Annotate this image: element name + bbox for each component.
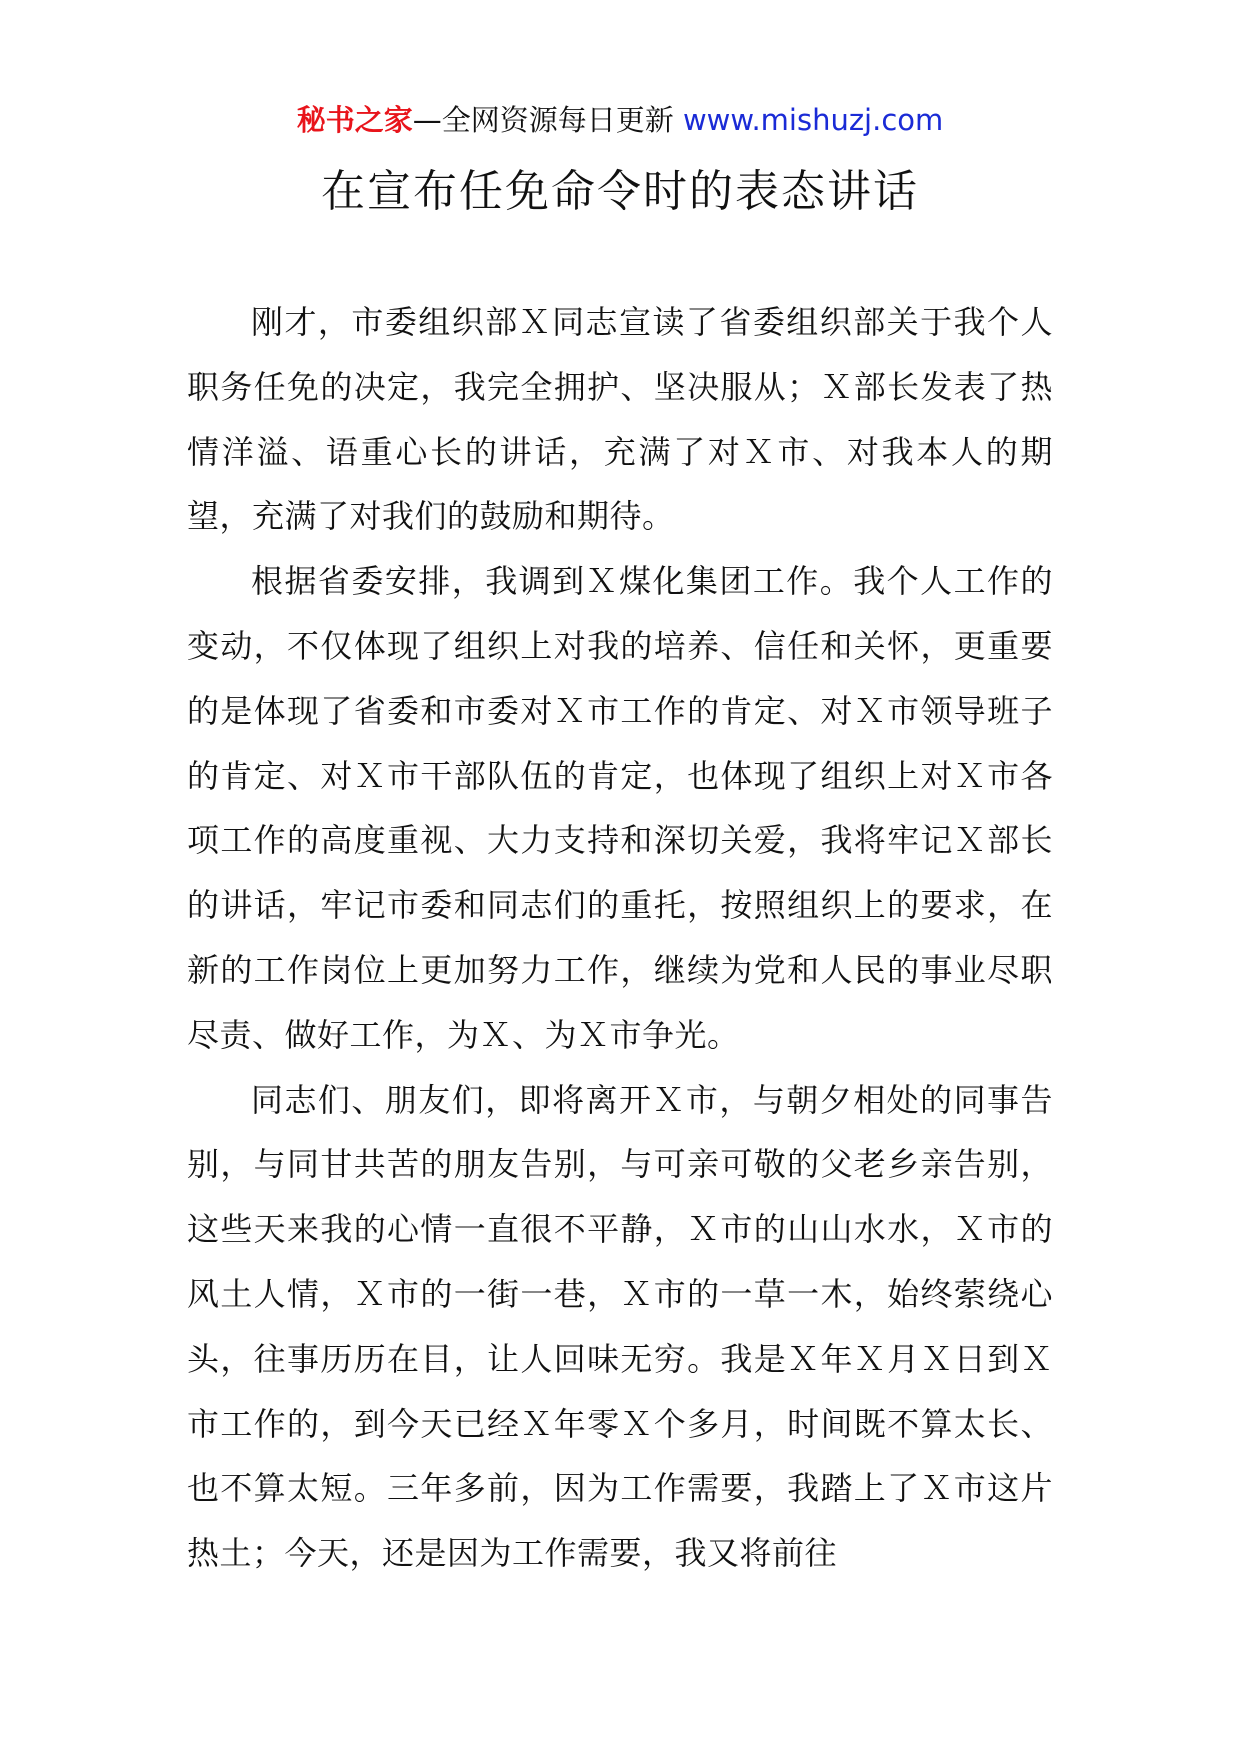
site-url-link[interactable]: www.mishuzj.com — [682, 103, 944, 137]
paragraph-2: 根据省委安排，我调到Ｘ煤化集团工作。我个人工作的变动，不仅体现了组织上对我的培养、信任和关怀，更重要的是体现了省委和市委对Ｘ市工作的肯定、对Ｘ市领导班子的肯定、对Ｘ市干部队伍的肯定，也体现了组织上对Ｘ市各项工作的高度重视、大力支持和深切关爱，我将牢记Ｘ部长的讲话，牢记市委和同志们的重托，按照组织上的要求，在新的工作岗位上更加努力工作，继续为党和人民的事业尽职尽责、做好工作，为Ｘ、为Ｘ市争光。 — [187, 562, 1053, 1054]
paragraph-1: 刚才，市委组织部Ｘ同志宣读了省委组织部关于我个人职务任免的决定，我完全拥护、坚决服从；Ｘ部长发表了热情洋溢、语重心长的讲话，充满了对Ｘ市、对我本人的期望，充满了对我们的鼓励和期待。 — [187, 303, 1053, 536]
paragraph-3: 同志们、朋友们，即将离开Ｘ市，与朝夕相处的同事告别，与同甘共苦的朋友告别，与可亲可敬的父老乡亲告别，这些天来我的心情一直很不平静，Ｘ市的山山水水，Ｘ市的风土人情，Ｘ市的一街一巷，Ｘ市的一草一木，始终萦绕心头，往事历历在目，让人回味无穷。我是Ｘ年Ｘ月Ｘ日到Ｘ市工作的，到今天已经Ｘ年零Ｘ个多月，时间既不算太长、也不算太短。三年多前，因为工作需要，我踏上了Ｘ市这片热土；今天，还是因为工作需要，我又将前往 — [187, 1080, 1053, 1573]
brand-name: 秘书之家 — [296, 103, 413, 137]
document-body — [187, 290, 1053, 1586]
header-tagline: —全网资源每日更新 — [412, 103, 674, 137]
document-title: 在宣布任免命令时的表态讲话 — [321, 166, 919, 217]
site-header — [0, 100, 1240, 140]
